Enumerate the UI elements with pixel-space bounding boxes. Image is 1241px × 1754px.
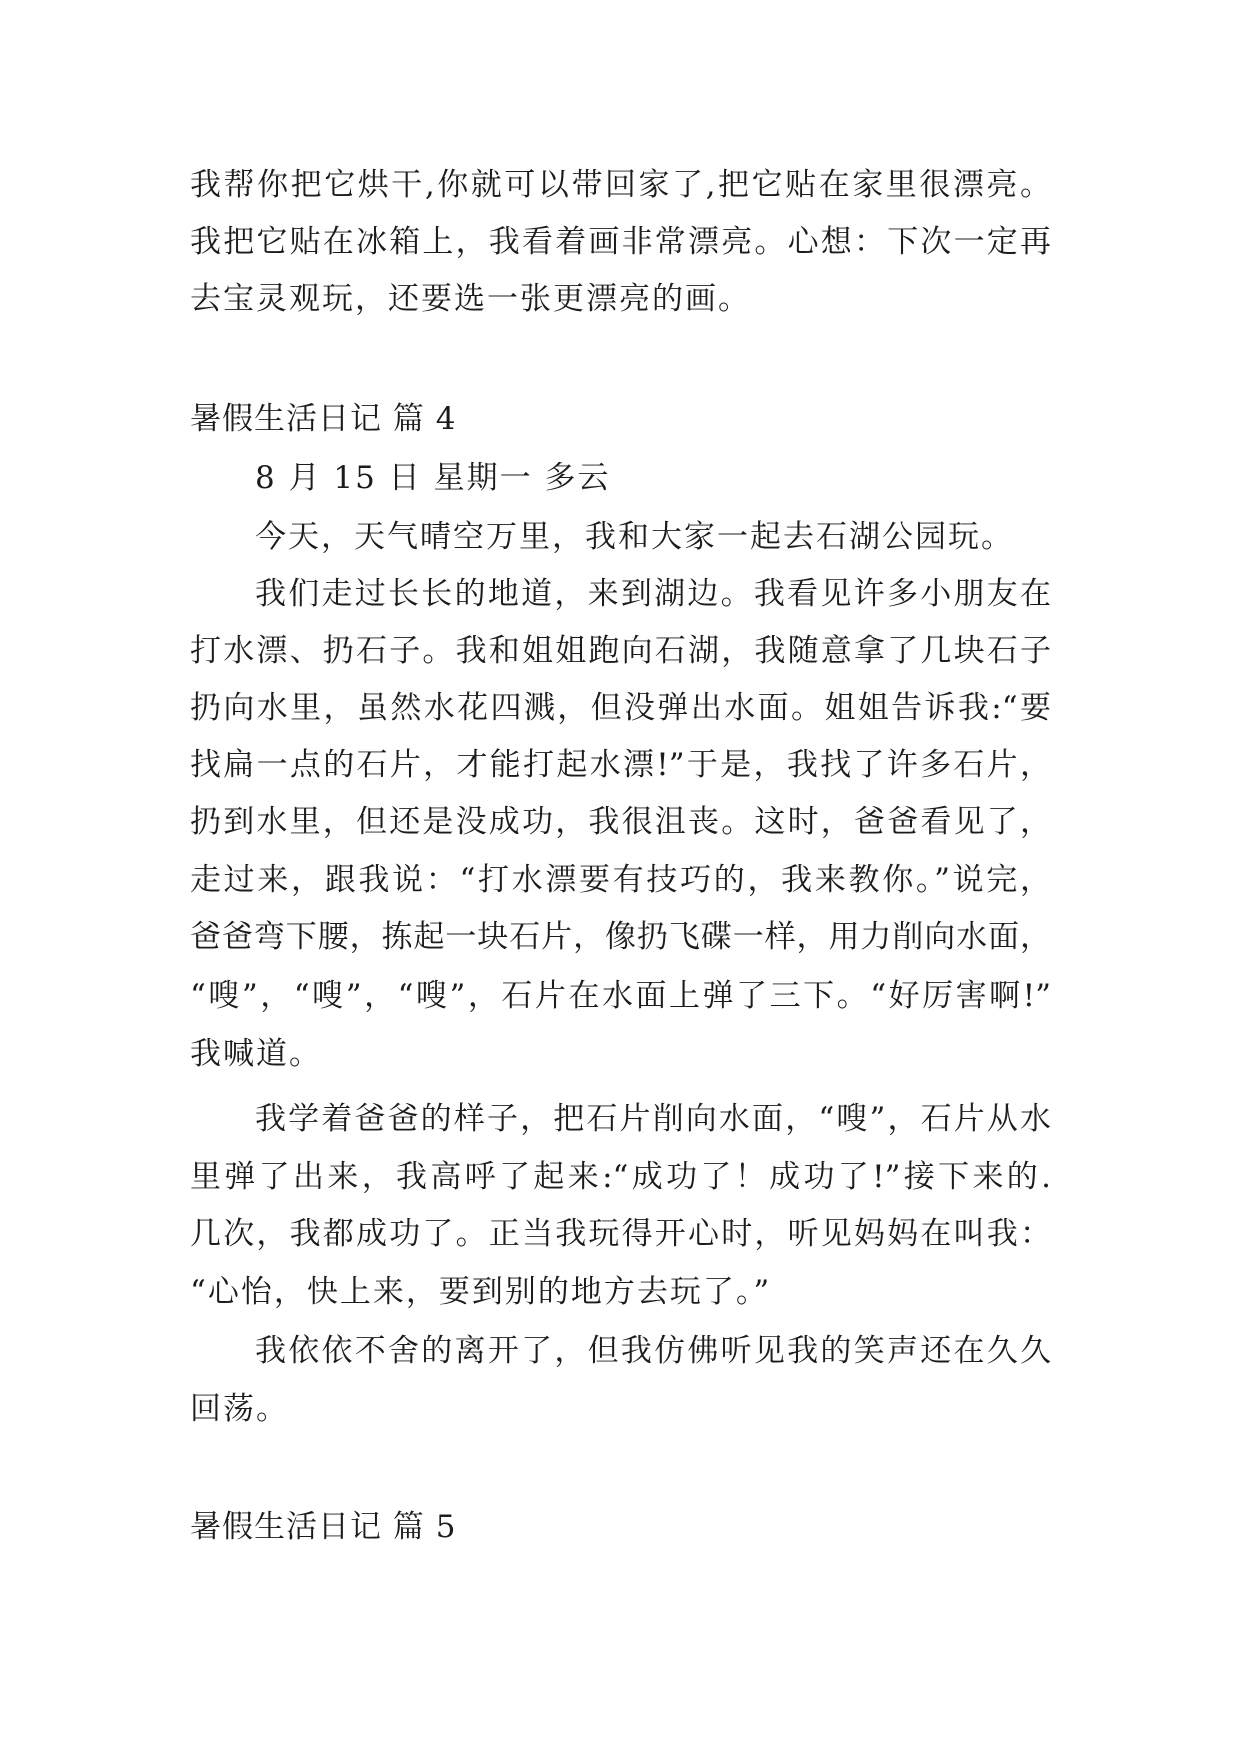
text-line: 我们走过长长的地道，来到湖边。我看见许多小朋友在 (255, 576, 1051, 612)
entry-heading: 暑假生活日记 篇 5 (190, 1509, 457, 1545)
text-line: 找扁一点的石片，才能打起水漂!”于是，我找了许多石片， (190, 747, 1051, 783)
text-line: 里弹了出来，我高呼了起来:“成功了！成功了!”接下来的. (190, 1159, 1051, 1195)
text-line: 我喊道。 (190, 1036, 322, 1072)
entry-heading: 暑假生活日记 篇 4 (190, 401, 457, 437)
text-line: 去宝灵观玩，还要选一张更漂亮的画。 (190, 281, 751, 317)
text-line: 今天，天气晴空万里，我和大家一起去石湖公园玩。 (255, 519, 1014, 555)
text-line: “嗖”，“嗖”，“嗖”，石片在水面上弹了三下。“好厉害啊!” (190, 978, 1051, 1014)
text-line: 我把它贴在冰箱上，我看着画非常漂亮。心想：下次一定再 (190, 224, 1051, 260)
text-line: “心怡，快上来，要到别的地方去玩了。” (190, 1274, 772, 1310)
text-line: 走过来，跟我说：“打水漂要有技巧的，我来教你。”说完， (190, 862, 1051, 898)
text-line: 我依依不舍的离开了，但我仿佛听见我的笑声还在久久 (255, 1333, 1051, 1369)
text-line: 我帮你把它烘干,你就可以带回家了,把它贴在家里很漂亮。 (190, 167, 1051, 203)
entry-date: 8 月 15 日 星期一 多云 (255, 460, 611, 496)
text-line: 扔到水里，但还是没成功，我很沮丧。这时，爸爸看见了， (190, 804, 1051, 840)
text-line: 爸爸弯下腰，拣起一块石片，像扔飞碟一样，用力削向水面， (190, 919, 1051, 955)
text-line: 扔向水里，虽然水花四溅，但没弹出水面。姐姐告诉我:“要 (190, 690, 1051, 726)
text-line: 回荡。 (190, 1391, 289, 1427)
text-line: 我学着爸爸的样子，把石片削向水面，“嗖”，石片从水 (255, 1101, 1051, 1137)
text-line: 打水漂、扔石子。我和姐姐跑向石湖，我随意拿了几块石子 (190, 633, 1051, 669)
text-line: 几次，我都成功了。正当我玩得开心时，听见妈妈在叫我： (190, 1216, 1051, 1252)
